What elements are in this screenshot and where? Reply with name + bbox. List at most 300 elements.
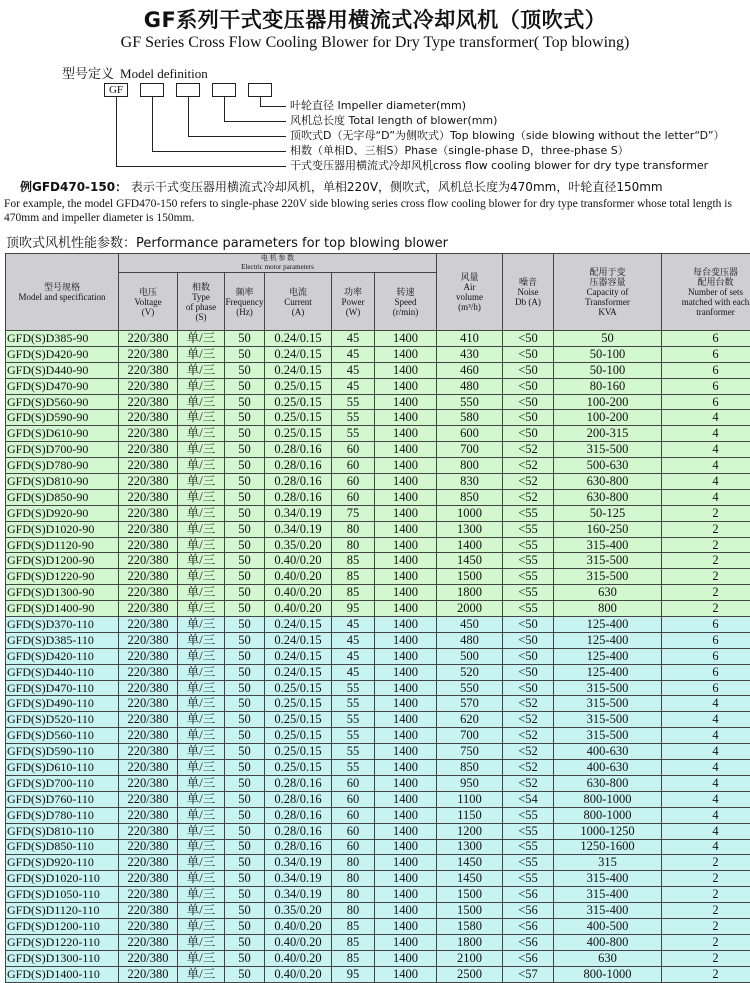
cell-current: 0.35/0.20 xyxy=(265,537,332,553)
cell-power: 80 xyxy=(332,887,375,903)
cell-speed: 1400 xyxy=(375,807,437,823)
cell-phase: 单/三 xyxy=(178,760,225,776)
table-row xyxy=(6,775,750,791)
cell-phase: 单/三 xyxy=(178,442,225,458)
cell-voltage: 220/380 xyxy=(119,442,178,458)
cell-phase: 单/三 xyxy=(178,505,225,521)
cell-current: 0.34/0.19 xyxy=(265,855,332,871)
cell-phase: 单/三 xyxy=(178,744,225,760)
cell-voltage: 220/380 xyxy=(119,378,178,394)
cell-power: 55 xyxy=(332,410,375,426)
model-definition-line: 叶轮直径 Impeller diameter(mm) xyxy=(290,99,466,113)
cell-noise: <55 xyxy=(503,855,554,871)
performance-title: 顶吹式风机性能参数：Performance parameters for top blowing blower xyxy=(6,232,448,251)
cell-sets: 2 xyxy=(662,537,750,553)
cell-current: 0.28/0.16 xyxy=(265,839,332,855)
connector-line xyxy=(260,106,286,107)
cell-noise: <50 xyxy=(503,632,554,648)
cell-air-volume: 950 xyxy=(437,775,503,791)
table-row xyxy=(6,791,750,807)
cell-current: 0.28/0.16 xyxy=(265,489,332,505)
cell-frequency: 50 xyxy=(225,505,265,521)
table-row xyxy=(6,617,750,633)
cell-sets: 4 xyxy=(662,744,750,760)
example-cn xyxy=(20,178,663,195)
cell-capacity: 50-100 xyxy=(554,346,662,362)
header-sets: 每台变压器 配用台数 Number of sets matched with each tranformer xyxy=(662,254,750,331)
cell-noise: <50 xyxy=(503,331,554,347)
table-row xyxy=(6,712,750,728)
cell-model: GFD(S)D520-110 xyxy=(6,712,119,728)
table-row xyxy=(6,887,750,903)
cell-model: GFD(S)D1200-90 xyxy=(6,553,119,569)
cell-voltage: 220/380 xyxy=(119,791,178,807)
cell-power: 80 xyxy=(332,521,375,537)
cell-speed: 1400 xyxy=(375,442,437,458)
cell-phase: 单/三 xyxy=(178,569,225,585)
cell-frequency: 50 xyxy=(225,346,265,362)
cell-sets: 6 xyxy=(662,394,750,410)
cell-noise: <50 xyxy=(503,394,554,410)
cell-phase: 单/三 xyxy=(178,775,225,791)
model-definition-line: 风机总长度 Total length of blower(mm) xyxy=(290,114,497,128)
cell-noise: <55 xyxy=(503,521,554,537)
cell-voltage: 220/380 xyxy=(119,410,178,426)
page-title-cn: GF系列干式变压器用横流式冷却风机（顶吹式） xyxy=(0,4,750,34)
cell-sets: 2 xyxy=(662,505,750,521)
cell-model: GFD(S)D780-90 xyxy=(6,458,119,474)
cell-capacity: 1000-1250 xyxy=(554,823,662,839)
cell-phase: 单/三 xyxy=(178,585,225,601)
cell-phase: 单/三 xyxy=(178,839,225,855)
cell-frequency: 50 xyxy=(225,903,265,919)
cell-capacity: 315-400 xyxy=(554,871,662,887)
cell-capacity: 500-630 xyxy=(554,458,662,474)
table-row xyxy=(6,346,750,362)
cell-frequency: 50 xyxy=(225,474,265,490)
cell-phase: 单/三 xyxy=(178,680,225,696)
cell-power: 60 xyxy=(332,775,375,791)
cell-capacity: 630 xyxy=(554,585,662,601)
cell-noise: <52 xyxy=(503,728,554,744)
cell-current: 0.28/0.16 xyxy=(265,807,332,823)
cell-noise: <55 xyxy=(503,871,554,887)
cell-voltage: 220/380 xyxy=(119,680,178,696)
table-row xyxy=(6,728,750,744)
table-row xyxy=(6,537,750,553)
table-row xyxy=(6,934,750,950)
cell-capacity: 80-160 xyxy=(554,378,662,394)
cell-model: GFD(S)D1020-110 xyxy=(6,871,119,887)
cell-air-volume: 1450 xyxy=(437,553,503,569)
cell-phase: 单/三 xyxy=(178,934,225,950)
table-row xyxy=(6,521,750,537)
cell-frequency: 50 xyxy=(225,410,265,426)
cell-phase: 单/三 xyxy=(178,696,225,712)
cell-power: 85 xyxy=(332,918,375,934)
cell-air-volume: 1800 xyxy=(437,585,503,601)
cell-noise: <52 xyxy=(503,744,554,760)
connector-line xyxy=(188,136,286,137)
cell-capacity: 315-400 xyxy=(554,903,662,919)
cell-model: GFD(S)D1300-90 xyxy=(6,585,119,601)
cell-frequency: 50 xyxy=(225,839,265,855)
cell-current: 0.25/0.15 xyxy=(265,760,332,776)
cell-power: 45 xyxy=(332,617,375,633)
cell-phase: 单/三 xyxy=(178,601,225,617)
model-box-length xyxy=(212,83,236,97)
cell-sets: 4 xyxy=(662,410,750,426)
cell-frequency: 50 xyxy=(225,934,265,950)
cell-speed: 1400 xyxy=(375,775,437,791)
cell-power: 60 xyxy=(332,442,375,458)
cell-speed: 1400 xyxy=(375,474,437,490)
cell-voltage: 220/380 xyxy=(119,664,178,680)
cell-speed: 1400 xyxy=(375,648,437,664)
cell-model: GFD(S)D920-110 xyxy=(6,855,119,871)
cell-speed: 1400 xyxy=(375,966,437,982)
cell-power: 45 xyxy=(332,346,375,362)
table-row xyxy=(6,362,750,378)
header-frequency: 频率 Frequency (Hz) xyxy=(225,273,265,331)
cell-voltage: 220/380 xyxy=(119,871,178,887)
cell-power: 60 xyxy=(332,839,375,855)
model-box-phase xyxy=(140,83,164,97)
cell-sets: 4 xyxy=(662,775,750,791)
header-voltage: 电压 Voltage (V) xyxy=(119,273,178,331)
cell-voltage: 220/380 xyxy=(119,346,178,362)
cell-frequency: 50 xyxy=(225,918,265,934)
cell-model: GFD(S)D440-90 xyxy=(6,362,119,378)
model-definition-line: 相数（单相D、三相S）Phase（single-phase D，three-phase S） xyxy=(290,144,629,158)
cell-frequency: 50 xyxy=(225,362,265,378)
cell-noise: <52 xyxy=(503,775,554,791)
cell-current: 0.40/0.20 xyxy=(265,569,332,585)
header-power: 功率 Power (W) xyxy=(332,273,375,331)
cell-voltage: 220/380 xyxy=(119,505,178,521)
cell-power: 45 xyxy=(332,331,375,347)
page-title-en: GF Series Cross Flow Cooling Blower for Dry Type transformer( Top blowing) xyxy=(0,34,750,52)
connector-line xyxy=(152,151,286,152)
cell-voltage: 220/380 xyxy=(119,839,178,855)
cell-noise: <55 xyxy=(503,823,554,839)
cell-current: 0.34/0.19 xyxy=(265,871,332,887)
cell-noise: <52 xyxy=(503,458,554,474)
table-row xyxy=(6,378,750,394)
cell-current: 0.34/0.19 xyxy=(265,887,332,903)
cell-frequency: 50 xyxy=(225,728,265,744)
cell-capacity: 125-400 xyxy=(554,617,662,633)
cell-power: 45 xyxy=(332,362,375,378)
cell-frequency: 50 xyxy=(225,632,265,648)
cell-noise: <55 xyxy=(503,839,554,855)
cell-sets: 6 xyxy=(662,378,750,394)
cell-phase: 单/三 xyxy=(178,394,225,410)
cell-model: GFD(S)D920-90 xyxy=(6,505,119,521)
cell-model: GFD(S)D780-110 xyxy=(6,807,119,823)
cell-noise: <55 xyxy=(503,553,554,569)
cell-air-volume: 480 xyxy=(437,632,503,648)
cell-model: GFD(S)D700-110 xyxy=(6,775,119,791)
cell-model: GFD(S)D760-110 xyxy=(6,791,119,807)
cell-phase: 单/三 xyxy=(178,331,225,347)
cell-sets: 4 xyxy=(662,712,750,728)
cell-capacity: 630-800 xyxy=(554,775,662,791)
cell-capacity: 315-500 xyxy=(554,728,662,744)
cell-speed: 1400 xyxy=(375,378,437,394)
cell-power: 60 xyxy=(332,791,375,807)
cell-sets: 4 xyxy=(662,807,750,823)
cell-model: GFD(S)D470-90 xyxy=(6,378,119,394)
cell-sets: 2 xyxy=(662,966,750,982)
cell-speed: 1400 xyxy=(375,410,437,426)
cell-sets: 6 xyxy=(662,664,750,680)
cell-speed: 1400 xyxy=(375,950,437,966)
table-row xyxy=(6,966,750,982)
performance-table xyxy=(5,253,750,983)
table-row xyxy=(6,601,750,617)
table-row xyxy=(6,744,750,760)
example-text-en: For example, the model GFD470-150 refers to single-phase 220V side blowing series cross flow cooling blower for dry type transformer whose total length is 470mm and impeller diameter is 150mm. xyxy=(4,197,746,225)
cell-air-volume: 2100 xyxy=(437,950,503,966)
cell-power: 60 xyxy=(332,474,375,490)
table-row xyxy=(6,458,750,474)
cell-frequency: 50 xyxy=(225,426,265,442)
cell-voltage: 220/380 xyxy=(119,887,178,903)
header-air: 风量 Air volume (m³/h) xyxy=(437,254,503,331)
model-box-diameter xyxy=(248,83,272,97)
cell-current: 0.24/0.15 xyxy=(265,617,332,633)
cell-frequency: 50 xyxy=(225,553,265,569)
cell-phase: 单/三 xyxy=(178,521,225,537)
cell-power: 80 xyxy=(332,871,375,887)
cell-frequency: 50 xyxy=(225,807,265,823)
cell-phase: 单/三 xyxy=(178,823,225,839)
cell-voltage: 220/380 xyxy=(119,521,178,537)
cell-capacity: 315-400 xyxy=(554,887,662,903)
cell-current: 0.24/0.15 xyxy=(265,632,332,648)
model-definition-label-cn: 型号定义 xyxy=(62,67,114,82)
cell-sets: 4 xyxy=(662,458,750,474)
cell-voltage: 220/380 xyxy=(119,585,178,601)
cell-current: 0.25/0.15 xyxy=(265,394,332,410)
cell-phase: 单/三 xyxy=(178,410,225,426)
table-row xyxy=(6,823,750,839)
cell-air-volume: 500 xyxy=(437,648,503,664)
cell-sets: 6 xyxy=(662,680,750,696)
cell-speed: 1400 xyxy=(375,903,437,919)
cell-phase: 单/三 xyxy=(178,664,225,680)
cell-current: 0.25/0.15 xyxy=(265,410,332,426)
cell-sets: 6 xyxy=(662,346,750,362)
cell-phase: 单/三 xyxy=(178,712,225,728)
cell-model: GFD(S)D560-110 xyxy=(6,728,119,744)
cell-sets: 6 xyxy=(662,632,750,648)
cell-current: 0.25/0.15 xyxy=(265,696,332,712)
cell-air-volume: 700 xyxy=(437,442,503,458)
cell-capacity: 400-630 xyxy=(554,744,662,760)
cell-model: GFD(S)D850-90 xyxy=(6,489,119,505)
example-text-cn: 表示干式变压器用横流式冷却风机，单相220V，侧吹式，风机总长度为470mm，叶轮直径150mm xyxy=(131,180,663,194)
cell-voltage: 220/380 xyxy=(119,696,178,712)
cell-frequency: 50 xyxy=(225,775,265,791)
cell-current: 0.28/0.16 xyxy=(265,474,332,490)
cell-noise: <52 xyxy=(503,760,554,776)
cell-voltage: 220/380 xyxy=(119,489,178,505)
cell-frequency: 50 xyxy=(225,569,265,585)
cell-current: 0.28/0.16 xyxy=(265,823,332,839)
table-row xyxy=(6,680,750,696)
cell-capacity: 1250-1600 xyxy=(554,839,662,855)
model-definition-line: 干式变压器用横流式冷却风机cross flow cooling blower for dry type transformer xyxy=(290,159,708,173)
cell-frequency: 50 xyxy=(225,601,265,617)
cell-voltage: 220/380 xyxy=(119,474,178,490)
table-row xyxy=(6,410,750,426)
cell-current: 0.34/0.19 xyxy=(265,505,332,521)
cell-capacity: 800 xyxy=(554,601,662,617)
cell-voltage: 220/380 xyxy=(119,775,178,791)
cell-frequency: 50 xyxy=(225,664,265,680)
cell-frequency: 50 xyxy=(225,537,265,553)
table-row xyxy=(6,648,750,664)
cell-speed: 1400 xyxy=(375,871,437,887)
cell-frequency: 50 xyxy=(225,855,265,871)
cell-noise: <55 xyxy=(503,569,554,585)
cell-voltage: 220/380 xyxy=(119,394,178,410)
cell-current: 0.24/0.15 xyxy=(265,664,332,680)
cell-phase: 单/三 xyxy=(178,617,225,633)
cell-capacity: 50 xyxy=(554,331,662,347)
table-row xyxy=(6,442,750,458)
cell-air-volume: 1500 xyxy=(437,903,503,919)
table-row xyxy=(6,474,750,490)
cell-sets: 4 xyxy=(662,791,750,807)
cell-model: GFD(S)D590-90 xyxy=(6,410,119,426)
cell-air-volume: 1300 xyxy=(437,839,503,855)
cell-voltage: 220/380 xyxy=(119,458,178,474)
table-row xyxy=(6,839,750,855)
cell-sets: 6 xyxy=(662,331,750,347)
performance-table-body xyxy=(6,331,750,983)
cell-model: GFD(S)D490-110 xyxy=(6,696,119,712)
cell-capacity: 315-500 xyxy=(554,442,662,458)
cell-power: 55 xyxy=(332,744,375,760)
cell-noise: <52 xyxy=(503,442,554,458)
cell-model: GFD(S)D1400-90 xyxy=(6,601,119,617)
cell-current: 0.40/0.20 xyxy=(265,966,332,982)
cell-capacity: 125-400 xyxy=(554,648,662,664)
cell-air-volume: 700 xyxy=(437,728,503,744)
cell-speed: 1400 xyxy=(375,760,437,776)
cell-noise: <56 xyxy=(503,934,554,950)
connector-line xyxy=(224,97,225,121)
cell-power: 85 xyxy=(332,569,375,585)
cell-capacity: 315-500 xyxy=(554,712,662,728)
table-row xyxy=(6,760,750,776)
table-row xyxy=(6,918,750,934)
model-box-prefix: GF xyxy=(104,83,128,97)
cell-model: GFD(S)D1220-90 xyxy=(6,569,119,585)
cell-current: 0.24/0.15 xyxy=(265,331,332,347)
table-row xyxy=(6,505,750,521)
cell-current: 0.40/0.20 xyxy=(265,918,332,934)
cell-noise: <50 xyxy=(503,410,554,426)
cell-model: GFD(S)D385-110 xyxy=(6,632,119,648)
cell-frequency: 50 xyxy=(225,458,265,474)
cell-phase: 单/三 xyxy=(178,903,225,919)
cell-voltage: 220/380 xyxy=(119,934,178,950)
cell-speed: 1400 xyxy=(375,331,437,347)
cell-frequency: 50 xyxy=(225,617,265,633)
cell-noise: <52 xyxy=(503,489,554,505)
cell-model: GFD(S)D700-90 xyxy=(6,442,119,458)
cell-power: 55 xyxy=(332,394,375,410)
cell-air-volume: 570 xyxy=(437,696,503,712)
cell-capacity: 50-125 xyxy=(554,505,662,521)
cell-current: 0.28/0.16 xyxy=(265,775,332,791)
cell-current: 0.25/0.15 xyxy=(265,728,332,744)
cell-capacity: 100-200 xyxy=(554,410,662,426)
cell-sets: 2 xyxy=(662,871,750,887)
connector-line xyxy=(152,97,153,151)
cell-frequency: 50 xyxy=(225,442,265,458)
cell-power: 60 xyxy=(332,823,375,839)
cell-power: 60 xyxy=(332,489,375,505)
cell-frequency: 50 xyxy=(225,950,265,966)
cell-speed: 1400 xyxy=(375,346,437,362)
cell-frequency: 50 xyxy=(225,887,265,903)
cell-current: 0.40/0.20 xyxy=(265,585,332,601)
table-row xyxy=(6,489,750,505)
cell-current: 0.25/0.15 xyxy=(265,378,332,394)
cell-voltage: 220/380 xyxy=(119,918,178,934)
cell-sets: 2 xyxy=(662,855,750,871)
cell-power: 45 xyxy=(332,648,375,664)
cell-capacity: 315-500 xyxy=(554,696,662,712)
cell-sets: 2 xyxy=(662,585,750,601)
cell-sets: 2 xyxy=(662,903,750,919)
cell-capacity: 630-800 xyxy=(554,489,662,505)
cell-noise: <55 xyxy=(503,505,554,521)
cell-speed: 1400 xyxy=(375,505,437,521)
cell-power: 55 xyxy=(332,696,375,712)
cell-capacity: 800-1000 xyxy=(554,966,662,982)
connector-line xyxy=(224,121,286,122)
header-noise: 噪音 Noise Db (A) xyxy=(503,254,554,331)
cell-power: 45 xyxy=(332,664,375,680)
cell-phase: 单/三 xyxy=(178,887,225,903)
cell-phase: 单/三 xyxy=(178,553,225,569)
cell-capacity: 400-630 xyxy=(554,760,662,776)
cell-capacity: 800-1000 xyxy=(554,807,662,823)
cell-power: 60 xyxy=(332,807,375,823)
cell-speed: 1400 xyxy=(375,617,437,633)
connector-line xyxy=(260,97,261,106)
cell-speed: 1400 xyxy=(375,489,437,505)
cell-capacity: 800-1000 xyxy=(554,791,662,807)
cell-model: GFD(S)D810-110 xyxy=(6,823,119,839)
cell-phase: 单/三 xyxy=(178,474,225,490)
cell-model: GFD(S)D560-90 xyxy=(6,394,119,410)
cell-frequency: 50 xyxy=(225,585,265,601)
cell-speed: 1400 xyxy=(375,569,437,585)
cell-speed: 1400 xyxy=(375,553,437,569)
cell-voltage: 220/380 xyxy=(119,426,178,442)
cell-power: 95 xyxy=(332,601,375,617)
model-box-top xyxy=(176,83,200,97)
cell-model: GFD(S)D1120-110 xyxy=(6,903,119,919)
cell-speed: 1400 xyxy=(375,791,437,807)
